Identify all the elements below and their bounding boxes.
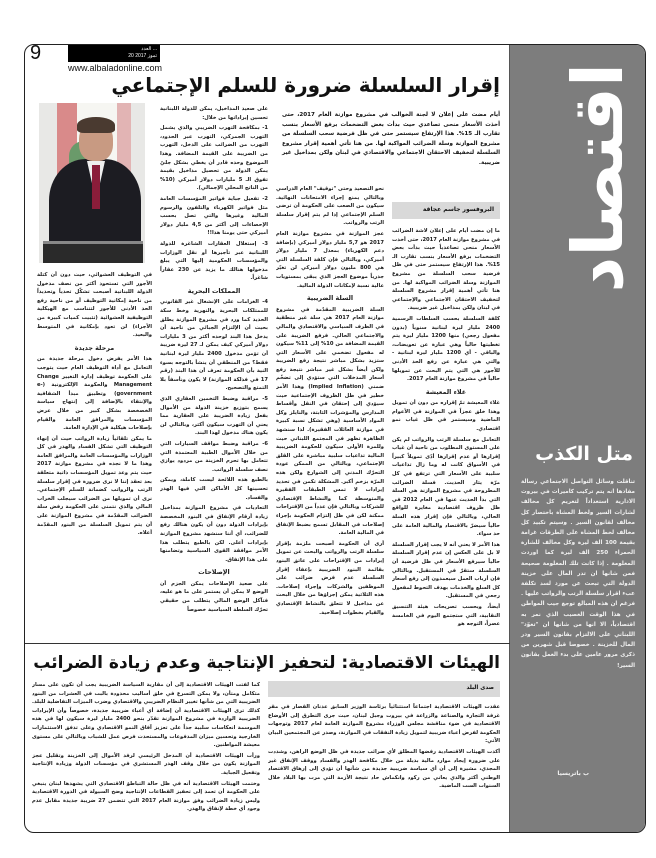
paragraph: نحو التصعيد وحتى "توقيف" العام الدراسي وبالتالي يمنع إجراء الامتحانات النهائية. سيكون من الصعب على الحكومة أن ترضى السلم الإجتماعي إذا لم يتم إقرار سلسلة الرتب والرواتب. [276, 186, 384, 227]
issue-date: 20 تموز 2017 [128, 53, 157, 59]
paragraph: بالطبع هذه اللائحة ليست كاملة، ويمكن تحسينها كل الأماكن التي فيها الهدر والفساد. [160, 477, 268, 501]
main-content [25, 45, 510, 832]
article-column-1 [392, 227, 500, 639]
paragraph: غلاء المعيشة تمّ إقراره من دون أن تمويل وهذا خلق عجزاً في الموازنة في الأعوام الماضية وسيستمر في ظل غياب نمو اقتصادي. [392, 400, 500, 433]
paragraph: أرى أن الحكومة أصبحت ملزمة بإقرار سلسلة الرتب والرواتب والبحث عن تمويل إيرادات من الإقتراحات على عاتق البنود بقائمة البنود الضريبية بإعفاء إقرار السلسلة عدم فرض ضرائب على الموظفين والشركات وإجراء إصلاحات. هذه الثلاثية يمكن إجراؤها من خلال البحث عن مداخيل لا تتعلق بالنشاط الإقتصادي والقيام بخطوات إصلاحية. [276, 540, 384, 616]
paragraph: 2- تفعيل جباية فواتير المؤسسات العامة مثل فواتير الكهرباء والتلفون والرسوم المالية وغيرها والتي تصل بحسب الإحصاءات إلى أكثر من 4,5 مليار دولار أميركي حتى يومنا هذا!! [160, 195, 268, 237]
paragraph: هذا الأمر يفرض دخول مرحلة جديدة من التعامل مع أداة التوظيف العام حيث يتوجب على الحكومة توظيف إدارة التغيير Change Management والحكومة الإلكترونية (e-government) وتطبيق مبدأ الشفافية والإنتقاء بالإضافة إلى إنتهاج سياسة الخصخصة بشكل كبير من خلال عرض المؤسسات والمرافق العامة والقيام بإصلاحات هيكلية في الإدارة العامة. [37, 356, 152, 432]
paragraph: عقدت الهيئات الاقتصادية اجتماعاً استثنائياً برئاسة الوزير السابق عدنان القصار في مقر غرفة التجارة والصناعة والزراعة في بيروت وجبل لبنان، حيث جرى التطرق إلى الأوضاع الاقتصادية في ضوء مناقشة مجلس الوزراء مشروع الموازنة العامة لعام 2017 وتوجهات الحكومة لفرض أعباء ضريبية لتمويل زيادة النفقات في الموازنة، وصدر عن المجتمعين البيان الآتي: [268, 704, 500, 745]
author-photo [39, 103, 145, 263]
paragraph: السلة الضريبية المقدّمة في مشروع موازنة العام 2017 هي سلة غير منطقية في الظرف السياسي والاقتصادي والمالي والاجتماعي الحالي. فرفع الضريبة على القيمة المضافة من 10% إلى 11% سيكون له مفعول تضخمي على الأسعار التي ستزيد بشكل مباشر نتيجة رفع الضريبة ولكن أيضاً بشكل غير مباشر نتيجة رفع أسعار المدخلات التي ستؤدي إلى تضخّم ضمني (Implied Inflation) وهذا الأمر خطير في ظل الظروف الإجتماعية حيث سيؤدي إلى إحتقان في النقل وأقساط المدارس والمؤشرات الثابتة، والنايلز وكل المواد الأساسية (وهي تشكل نسبة كبيرة في موازنة العائلات الفقيرة). لذا سنشهد الظاهرة تظهر في المجتمع اللبناني حيث وللمرة الأولى سيكون للحكومة الضريبية المالية تداعيات سلبية مباشرة على القلق الإجتماعي، وبالتالي من الممكن عودة التحرّك المدني إلى الشوارع ولكن هذه المرّة بزخم أكبر. المشكلة تكمن في تحديد إيرادات لا تمس الطبقات الفقيرة والمتوسطة كما والنشاط الإقتصادي للشركات وبالتالي فإن عدداً من الإقتراحات ممكنة لكن في ظل إلتزام الحكومة بإجراء إصلاحات في المقابل تسمح بضبط الإنفاق في المالية العامة. [276, 306, 384, 537]
article-column-4 [37, 271, 152, 639]
subheading: غلاء المعيشة [425, 387, 467, 396]
paragraph: 4- الغرامات على الإنشغال غير القانوني للممتلكات البحرية والنهرية وخط سكة الحديد كما ورد في مشروع الموازنة يطلق بحيث أن الإلتزام الجبائي من ناحية أن يدخل هذا البند لوحده أكثر من 3 مليارات دولار أميركي كيف يمكن لـ 27 ليرة ضريبة أن تؤمن مدخول 2400 مليار ليرة لبنانية فقط؟ من المنطقي أن ينشأ بالتوجه بسوء النية بأن الحكومة تعرف أن هذا البند (رقم 17 في فذلكة الموازنة) لا يكون ونأسفاً بلا التمتع والتصحيح. [160, 299, 268, 392]
second-article-column-right [268, 703, 500, 829]
article-byline: البروفسور جاسم عجاقة [392, 202, 500, 219]
paragraph: 3- إستغلال العقارات الشاغرة للدولة اللبنانية عبر تأجيرها أو نقل الوزارات والمؤسسات الحكومية إليها التي يبلغ مدخولها هنالك ما يزيد عن 230 عقاراً شاغراً. [160, 240, 268, 282]
subheading: الإصلاحات [198, 568, 230, 577]
section-sidebar [509, 45, 645, 832]
opinion-column-author: ب باتريسيا [557, 770, 589, 777]
paragraph: ما إن مضت أيام على إعلان لاشة الضرائب في مشروع موازنة العام 2017، حتى أخذت الأسعار منحى تصاعدياً حيث بدأت بعض التضخمات برفع الأسعار بنسب تقارب الـ 15%. هذا الإرتفاع سيستمر حتى في ظل فرضية سحب السلسلة من مشروع الموازنة وسلة الضرائب المواكبة لها. من هنا تأتي أهمية إقرار مشروع السلسلة لتخفيف الاحتقان الاجتماعي والإجتماعي في لبنان ولكن بمداخيل غير ضريبية. [392, 228, 500, 312]
subheading: المملكات البحرية [187, 286, 241, 295]
page-number: 9 [30, 42, 42, 64]
issue-number: العدد ... [141, 46, 157, 52]
website-url[interactable]: www.albaladonline.com [68, 63, 163, 73]
issue-date-box [68, 45, 160, 62]
article-headline: إقرار السلسلة ضرورة للسلم الإجتماعي [111, 73, 500, 97]
podium [43, 241, 143, 263]
newspaper-page [24, 44, 646, 833]
paragraph: أيضاً، وبحسب تصريحات هيئة التنسيق النقابية، التي ستجتمع اليوم في الخامسة عصراً، التوجه هو [392, 603, 500, 628]
paragraph: وختمت الهيئات الاقتصادية أنه في ظل حالة التباطؤ الاقتصادي التي يشهدها لبنان ينبغي على الحكومة أن تعمد إلى تحفيز القطاعات الإنتاجية وضخ السيولة في الدورة الاقتصادية وليس زيادة الضرائب وفق موازنة العام 2017 التي تتضمن 27 ضريبة جديدة مقابل عدم وجود أي خطة لإنفاق والهدر. [32, 780, 260, 813]
opinion-column-body: تناقلت وسائل التواصل الاجتماعي رسالة مفادها انه يتم تركيب كاميرات في بيروت الادارية استعداداً لتغريم كل مخالف لشارات السير ولخط المشاة باختصار كل مخالف لقانون السير . وسيتم تكبيد كل مخالف لخط المشاة على الطرقات غرامة بقيمة 100 الف ليرة وكل مخالف للشارة الحمراء 250 الف ليرة كما اوردت المعلومة . إذا كانت تلك المعلومة صحيحة فمن شانها ان تدر المال على خزينة الدولة التي تبحث عن مورد لسد تكلفة عبء اقرار سلسلة الرتب والرواتب عليها . فرغم ان هذه المبالغ توجع جيب المواطن في هذا الوقت العصيب الذي نمر به اقتصادياً، الا انها من شانها ان "تعوّد" اللبناني على الالتزام بقانون السير ودر المال للخزينة . خصوصا قبل شهرين من ذكرى مرور عامين على بدء العمل بقانون السير! [521, 479, 635, 669]
paragraph: ورأت الهيئات الاقتصادية أن المدخل الرئيسي لرفد الأموال إلى الخزينة وتقليل عجز الموازنة يكون من خلال وقف الهدر المستشري في مؤسسات الدولة وزيادة الإنتاجية وتفعيل الجباية. [32, 752, 260, 776]
section-divider [25, 643, 510, 644]
paragraph: عجز الموازنة في مشروع موازنة العام 2017 هو 5,7 مليار دولار أميركي (بإضافة دعم الكهرباء) بمعدل 7 مليار دولار أميركي، وبالتالي فإن كلفة السلسلة التي هي 800 مليون دولار أميركي لن تغيّر جذرياً موضوع العجز الذي يبقى بمستويات عالية نسبة لإمكانات الدولة المالية. [276, 230, 384, 289]
second-article-column-left [32, 681, 260, 829]
subheading: السلة الضريبية [306, 294, 354, 303]
paragraph: كلفة السلسلة بحسب السلطات الرسمية 2400 مليار ليرة لبنانية سنوياً (بدون مفعول رجعي) منها 1200 مليار ليرة يتم تغطيتها حالياً وهي عبارة عن تعويضات، والباقي - أي 1200 مليار ليرة لبنانية - والتي هي عبارة عن رفع الحد الأدنى للأجور هي التي يتم البحث عن تمويلها حالياً في مشروع موازنة العام 2017. [392, 315, 500, 383]
paragraph: في التوظيف العشوائي، حيث دون أن كتلة الأجور التي تستحوذ أكثر من نصف مدخول الدولة اللبنانية أصبحت تشكّل تحدياً وتحديداً من ناحية إمكانية التوظيف أو من ناحية رفع الحد الأدنى للأجور لتتناسب مع الهيكلية التوظيفية العشوائية (تثبيت كميات كبيرة من الأجراء) لن تعود بإمكانية في المتوسط والبعيد. [37, 272, 152, 339]
paragraph: هذا الأمر لا يعني أنه لا يجب إقرار السلسلة لا بل على العكس إن عدم إقرار السلسلة حالياً سيرفع الأسعار في ظل فرضية أن السلسلة ستقرّ في المستقبل. وبالتالي فإن أرباب العمل سيعمدون إلى رفع أسعار كل السلع والخدمات بهدف التحوط لمفعول رجعي في المستقبل. [392, 541, 500, 600]
paragraph: على صعيد الإصلاحات يمكن الجزم أن الوضع لا يمكن أن يستمر على ما هو عليه، فتآكل الوضع المالي يتطلب من حقيقي تحرّك السلطة السياسية خصوصاً [160, 580, 268, 613]
paragraph: على صعيد المداخيل، يمكن للدولة اللبنانية تحسين إيراداتها من خلال: [160, 106, 268, 121]
second-article-headline: الهيئات الاقتصادية: لتحفيز الإنتاجية وعدم زيادة الضرائب [33, 653, 500, 673]
article-column-3 [160, 105, 268, 639]
second-article-source: صدى البلد [268, 681, 500, 697]
paragraph: 5- مراقبة وضبط التخمين العقاري الذي يسمح بتوزيع خزينة الدولة من الأموال بفعل زيادة الضريبة على العقارية مما يعني أن التهرب سيكون أكثر، وبالتالي لن يكون هناك مدخول لهذا البند. [160, 396, 268, 437]
paragraph: 1- بمكافحة التهرب الضريبي والذي يشمل التهرب الجمركي، التهرب عبر الحدود، التهرب من الضرائب على الدخل، التهرب من الضريبة على القيمة المضافة. وهذا الموضوع وحده قادر أن يغطي بشكل جليّ يمكن الدولة من تحصيل مداخيل بقيمة تفوق الـ 5 مليارات دولار أميركي (10% من الناتج المحلي الإجمالي). [160, 125, 268, 192]
paragraph: كما لفتت الهيئات الاقتصادية إلى أن مقاربة السياسة الضريبية يجب أن تكون على مسار متكامل ومتأن، ولا يمكن التسرع في خلق أساليب محدودة بالبت في العشرات من البنود الضريبية التي من شأنها تغيير النظام الضريبي والاقتصادي وضرب الميزات التفاضلية للبلد. كذلك ترى الهيئات الاقتصادية أن إضافة أي أعباء ضريبية جديدة، خصوصاً وأن الإيرادات الضريبية الواردة في مشروع الموازنة تقدّر بنحو 2400 مليار ليرة سيكون لها في هذه الموسمة انعكاسات سلبية جداً على تعزيز آفاق النمو الاقتصادي وعلى تدفق الاستثمارات الخارجية وتحسين ميزان المدفوعات والمستحدث فرص عمل للشباب وبالتالي على مستوى معيشة المواطنين. [32, 682, 260, 749]
person-tie [92, 165, 100, 209]
article-column-2 [276, 185, 384, 639]
paragraph: 6- مراقبة وضبط مواقف السيارات التي من خلال الأموال الطبية المعتمدة التي تتعامل بها تحرم الخزينة من مردود يوازي نصف سلسلة الرواتب. [160, 440, 268, 473]
person-hair [77, 117, 115, 133]
paragraph: التعامل مع سلسلة الرتب والرواتب لم يكن على المستوى المطلوب من ناحية أن غياب إقرارها أو عدم إقرارها أدّى تمويلاً كبيراً في الأسواق كانت له وما زال تداعيات سلبية على الأسعار التي ترتفع في كل مرّة يثار الحديث. فسلة الضرائب المطروحة في مشروع الموازنة هي السلة التي بدأ الحديث عنها في العام 2012 في ظل ظروف اقتصادية مغايرة للواقع الحالي، وبالتالي فإن إقرار هذه السلة حالياً سيضرّ بالاقتصاد والمالية العامة على حد سواء. [392, 436, 500, 538]
opinion-column-title: متل الكذب [535, 443, 633, 465]
paragraph: أكدت الهيئات الاقتصادية رفضها المطلق لأي ضرائب جديدة في ظل الوضع الراهن، وشددت على ضرورة إيجاد موارد مالية بديلة من خلال مكافحة الهدر والفساد ووقف الإنفاق غير المجدي، مشيرة إلى أن أي سياسة ضريبية جديدة من شأنها أن تؤدي إلى إرهاق الاقتصاد الوطني أكثر والذي يعاني من ركود وانكماش حاد نتيجة الأزمة التي مرت بها البلاد خلال السنوات الست الماضية. [268, 748, 500, 790]
section-title: اقتصاد [557, 63, 639, 293]
paragraph: ما يمكن تلقائياً زيادة الرواتب حيث أن إنهاء التوظيف التي تشكل الفساد والهدر في كل الوزارات والمؤسسات العامة والمرافق العامة وهذا ما لا نجده في مشروع موازنة 2017 حيث يتم وعد تمويل المؤسسات ذاتية متعلقة بعد تعقد إننا لا نرى ضرورة في إقرار سلسلة الرتب والرواتب كضمانة للسلم الإجتماعي. نرى أن تمويلها من الضرائب سيجلب الخراب المالي والذي نتمنى على الحكومة رفض سلة الضرائب المقدّمة في مشروع الموازنة على أن يتم تمويل السلسلة من البنود المقدّمة أعلاه. [37, 435, 152, 537]
paragraph: التعاديات في مشروع الموازنة بمداخيل زيادة أرقام الإنفاق في البنود المخصصة بإيرادات الدولة دون أن يكون هنالك رفع للضرائب، أي أننا سنشهد مشروع الموازنة بإيرادات أعلى. لكن بالطبع يتطلب هذا الأمر موافقة القوى السياسية وتضامنها على هذا الإتفاق. [160, 505, 268, 563]
article-lead: أيام مضت على إعلان لا لجنة الخوالب في مشروع موازنة العام 2017، حتى أخذت الأسعار منحى تصاعدي حيث بدأت بعض التضخمات برفع الأسعار بنسب تقارب الـ 15%. هذا الإرتفاع سيستمر حتى في ظل فرضية سحب السلسلة من مشروع الموازنة وسلة الضرائب المواكبة لها. من هنا تأتي أهمية إقرار مشروع السلسلة لتخفيف الاحتقان الاجتماعي والاقتصادي في لبنان ولكن بمداخيل غير ضريبية. [282, 112, 501, 166]
subheading: مرحلة جديدة [74, 343, 115, 352]
